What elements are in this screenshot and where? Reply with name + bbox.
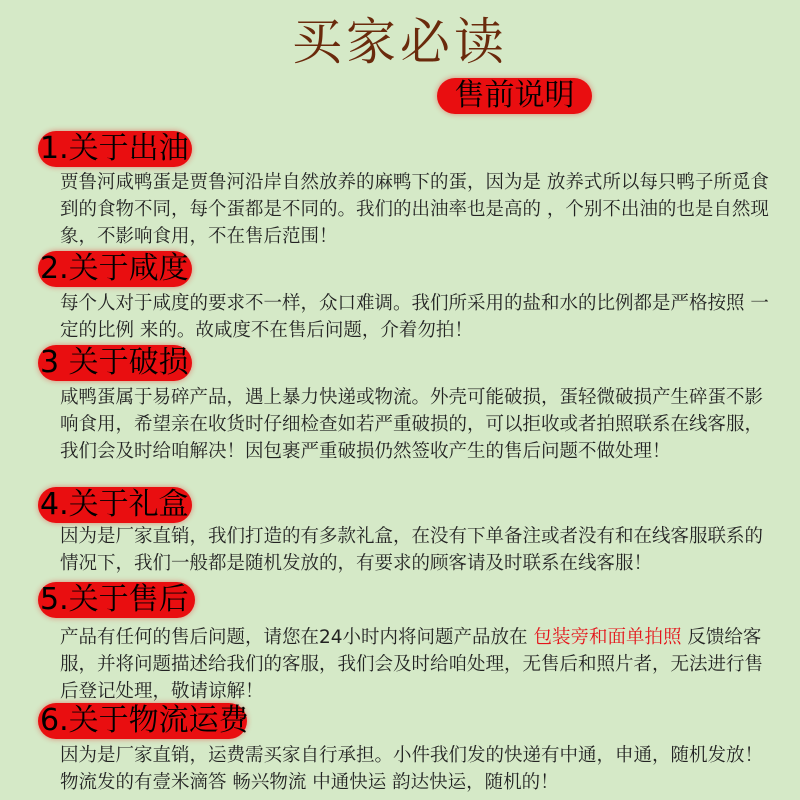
section-heading-saltiness: 2.关于咸度: [38, 251, 192, 287]
section-heading-damage: 3 关于破损: [38, 345, 192, 381]
section-heading-oil: 1.关于出油: [38, 131, 192, 167]
page-title: 买家必读: [292, 13, 508, 71]
section-body-gift-box: 因为是厂家直销，我们打造的有多款礼盒，在没有下单备注或者没有和在线客服联系的情况下，我们一般都是随机发放的，有要求的顾客请及时联系在线客服！: [60, 526, 764, 574]
section-heading-after-sales: 5.关于售后: [38, 582, 195, 618]
section-body-oil: 贾鲁河咸鸭蛋是贾鲁河沿岸自然放养的麻鸭下的蛋，因为是 放养式所以每只鸭子所觅食到的食物不同，每个蛋都是不同的。我们的出油率也是高的 ，个别不出油的也是自然现象，不影响食用，不在售后范围！: [60, 172, 769, 247]
section-body-damage: 咸鸭蛋属于易碎产品，遇上暴力快递或物流。外壳可能破损，蛋轻微破损产生碎蛋不影响食用，希望亲在收货时仔细检查如若严重破损的，可以拒收或者拍照联系在线客服，我们会及时给咱解决！因包裹严重破损仍然签收产生的售后问题不做处理！: [60, 387, 764, 462]
section-heading-shipping: 6.关于物流运费: [40, 703, 249, 738]
after-sales-highlight: 包装旁和面单拍照: [533, 627, 682, 648]
section-body-after-sales: 产品有任何的售后问题，请您在24小时内将问题产品放在 包装旁和面单拍照 反馈给客服，并将问题描述给我们的客服，我们会及时给咱处理，无售后和照片者，无法进行售后登记处理，敬请谅解！: [60, 627, 764, 702]
subtitle-badge: 售前说明: [437, 78, 592, 114]
section-heading-gift-box: 4.关于礼盒: [38, 487, 192, 523]
section-body-saltiness: 每个人对于咸度的要求不一样，众口难调。我们所采用的盐和水的比例都是严格按照 一定的比例 来的。故咸度不在售后问题，介着勿拍！: [60, 293, 769, 341]
section-body-shipping: 因为是厂家直销，运费需买家自行承担。小件我们发的快递有中通，申通，随机发放！物流发的有壹米滴答 畅兴物流 中通快运 韵达快运，随机的！: [60, 745, 764, 793]
